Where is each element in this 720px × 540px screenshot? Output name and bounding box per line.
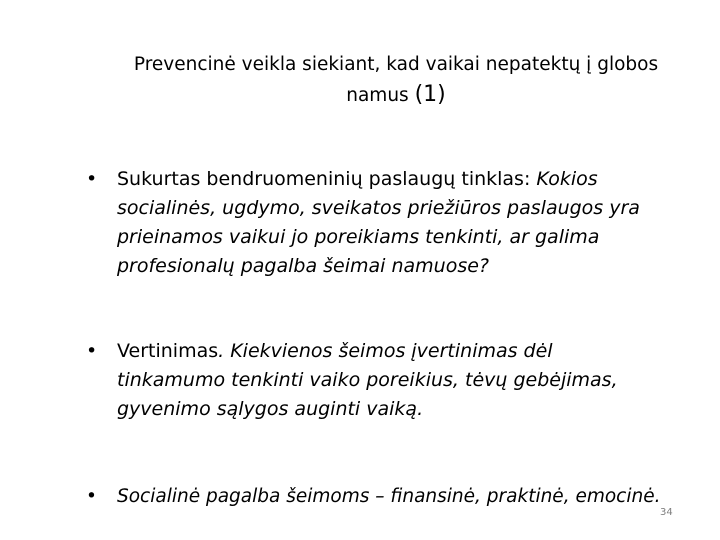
bullet-community-services — [86, 165, 686, 281]
title-line-2: namus — [346, 85, 409, 106]
title-number: (1) — [414, 82, 446, 107]
bullet-detail: Kokios socialinės, ugdymo, sveikatos priežiūros paslaugos yra prieinamos vaikui jo poreikiams tenkinti, ar galima profesionalų pagalba šeimai namuose? — [117, 168, 640, 277]
title-line-1: Prevencinė veikla siekiant, kad vaikai nepatektų į globos — [133, 54, 659, 75]
bullet-text — [86, 337, 666, 424]
bullet-marker: • — [86, 486, 97, 507]
bullet-marker: • — [86, 340, 98, 362]
bullet-separator: : — [523, 168, 531, 190]
bullet-text — [86, 165, 686, 281]
bullet-assessment — [86, 337, 666, 424]
bullet-social-support — [86, 482, 711, 511]
bullet-detail: Kiekvienos šeimos įvertinimas dėl tinkamumo tenkinti vaiko poreikius, tėvų gebėjimas, gyvenimo sąlygos auginti vaiką. — [117, 340, 618, 420]
page-number: 34 — [660, 507, 673, 518]
bullet-lead: Sukurtas bendruomeninių paslaugų tinklas — [117, 168, 524, 190]
bullet-lead: Vertinimas — [117, 340, 219, 362]
bullet-lead: Socialinė pagalba šeimoms – finansinė, praktinė, emocinė. — [117, 486, 661, 507]
bullet-marker: • — [86, 168, 98, 190]
bullet-separator: . — [218, 340, 225, 362]
slide-title — [96, 50, 696, 111]
